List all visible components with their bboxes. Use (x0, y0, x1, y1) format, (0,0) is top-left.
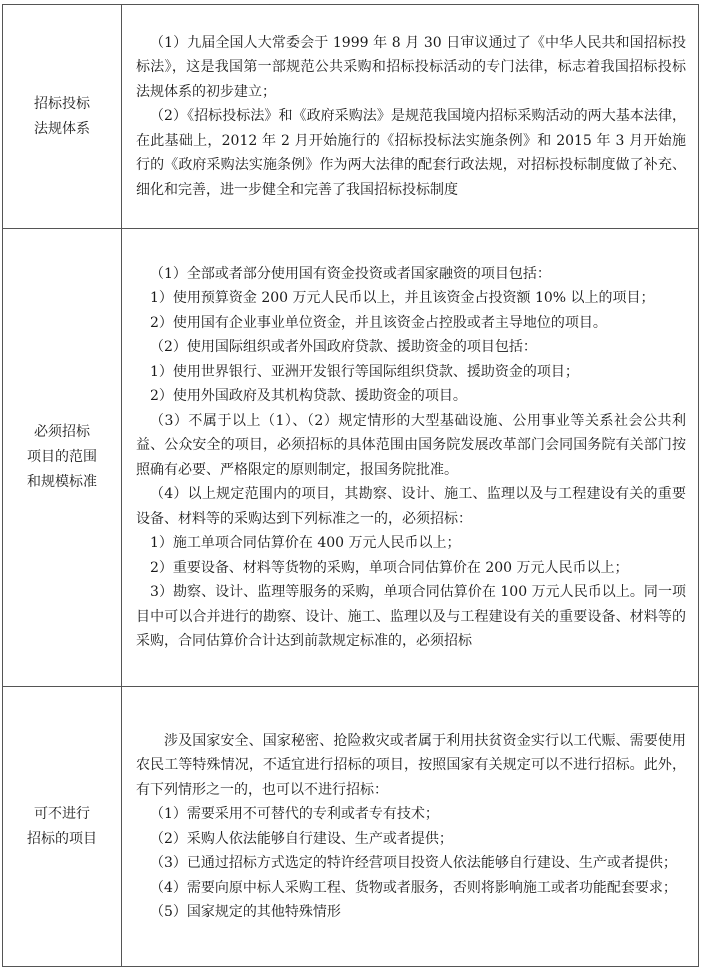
paragraph: 涉及国家安全、国家秘密、抢险救灾或者属于利用扶贫资金实行以工代赈、需要使用农民工等特殊情况，不适宜进行招标的项目，按照国家有关规定可以不进行招标。此外，有下列情形之一的，也可以不进行招标： (136, 732, 686, 798)
paragraph: （4）以上规定范围内的项目，其勘察、设计、施工、监理以及与工程建设有关的重要设备、材料等的采购达到下列标准之一的，必须招标： (136, 486, 686, 527)
paragraph: （3）不属于以上（1）、（2）规定情形的大型基础设施、公用事业等关系社会公共利益、公众安全的项目，必须招标的具体范围由国务院发展改革部门会同国务院有关部门按照确有必要、严格限定的原则制定，报国务院批准。 (136, 412, 686, 478)
paragraph: （1）全部或者部分使用国有资金投资或者国家融资的项目包括： (150, 265, 551, 282)
paragraph: （5）国家规定的其他特殊情形 (150, 904, 341, 920)
paragraph: 2）重要设备、材料等货物的采购，单项合同估算价在 200 万元人民币以上； (150, 559, 629, 576)
paragraph: （2）使用国际组织或者外国政府贷款、援助资金的项目包括： (150, 339, 537, 355)
row-label-line: 法规体系 (34, 120, 90, 137)
row-label (3, 5, 122, 229)
paragraph: （2）采购人依法能够自行建设、生产或者提供； (150, 830, 453, 847)
paragraph: （1）需要采用不可替代的专利或者专有技术； (150, 806, 439, 822)
paragraph: （1）九届全国人大常委会于 1999 年 8 月 30 日审议通过了《中华人民共和国招标投标法》，这是我国第一部规范公共采购和招标投标活动的专门法律，标志着我国招标投标法规体系的初步建立； (136, 34, 686, 100)
row-label-line: 和规模标准 (27, 474, 97, 490)
row-label-line: 可不进行 (34, 805, 90, 822)
row-label-line: 项目的范围 (27, 449, 97, 465)
table-row (3, 687, 699, 967)
row-label (3, 229, 122, 687)
paragraph: 1）使用世界银行、亚洲开发银行等国际组织贷款、援助资金的项目； (150, 363, 579, 380)
row-content (122, 5, 699, 229)
row-label-line: 必须招标 (34, 424, 90, 440)
paragraph: （3）已通过招标方式选定的特许经营项目投资人依法能够自行建设、生产或者提供； (150, 855, 677, 871)
paragraph: 1）使用预算资金 200 万元人民币以上，并且该资金占投资额 10% 以上的项目； (150, 290, 655, 306)
row-label (3, 687, 122, 967)
row-content (122, 229, 699, 687)
paragraph: 1）施工单项合同估算价在 400 万元人民币以上； (150, 535, 461, 551)
paragraph: （4）需要向原中标人采购工程、货物或者服务，否则将影响施工或者功能配套要求； (150, 879, 677, 896)
row-label-line: 招标投标 (34, 95, 90, 112)
row-label-line: 招标的项目 (27, 830, 97, 847)
table-row (3, 5, 699, 229)
paragraph: 3）勘察、设计、监理等服务的采购，单项合同估算价在 100 万元人民币以上。同一项目中可以合并进行的勘察、设计、施工、监理以及与工程建设有关的重要设备、材料等的采购，合同估算价合计达到前款规定标准的，必须招标 (136, 584, 686, 649)
paragraph: 2）使用国有企业事业单位资金，并且该资金占控股或者主导地位的项目。 (150, 314, 607, 331)
row-content (122, 687, 699, 967)
paragraph: 2）使用外国政府及其机构贷款、援助资金的项目。 (150, 388, 467, 404)
regulation-table (2, 4, 699, 967)
paragraph: （2）《招标投标法》和《政府采购法》是规范我国境内招标采购活动的两大基本法律，在此基础上，2012 年 2 月开始施行的《招标投标法实施条例》和 2015 年 3 月开始施行的《政府采购法实施条例》作为两大法律的配套行政法规，对招标投标制度做了补充、细化和完善，进一步健全和完善了我国招标投标制度 (136, 108, 686, 198)
table-row (3, 229, 699, 687)
